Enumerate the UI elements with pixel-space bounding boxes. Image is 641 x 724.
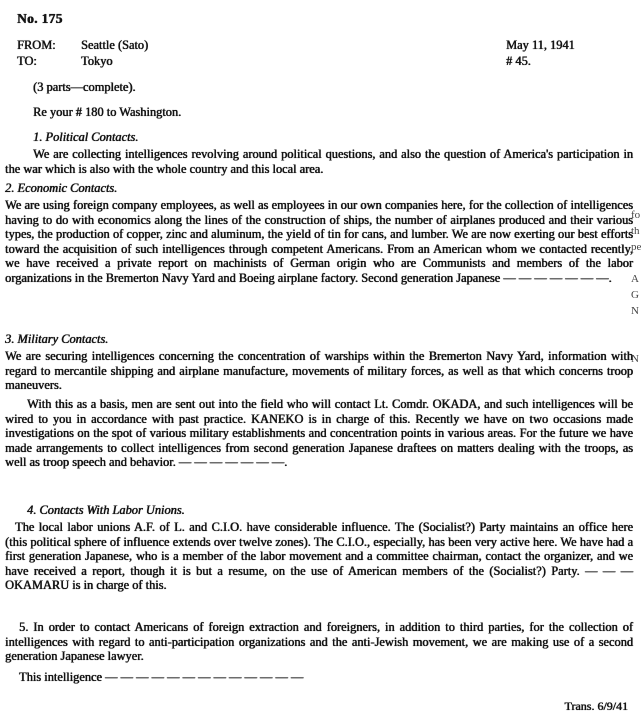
message-date: May 11, 1941 [506,38,575,52]
from-value: Seattle (Sato) [81,38,149,52]
section-2-heading: 2. Economic Contacts. [5,181,118,195]
margin-fragment: N [631,305,639,317]
section-3-text: We are securing intelligences concerning the concentration of warships within the Bremerton Navy Yard, information with regard to mercantile shipping and airplane manufacture, movements of military forces, as well as that which concerns troop maneuvers. [5,349,633,393]
section-2-text: We are using foreign company employees, as well as employees in our own companies here, for the collection of intelligences having to do with economics along the lines of the construction of ships, the number of airplanes produced and their various types, the production of copper, zinc and aluminum, the yield of tin for cans, and lumber. We are now exerting our best efforts toward the acquisition of such intelligences through competent Americans. From an American whom we contacted recently, we have received a private report on machinists of German origin who are Communists and members of the labor organizations in the Bremerton Navy Yard and Boeing airplane factory. Second generation Japanese — — — — — — —. [5,198,633,285]
margin-fragment: pe [631,241,641,253]
reference-number: # 45. [506,54,531,68]
margin-fragment: th [631,225,640,237]
margin-fragment: fo [631,209,641,221]
margin-fragment: N [631,353,639,365]
margin-fragment: A [631,273,639,285]
parts-note: (3 parts—complete). [33,80,136,94]
margin-fragment: G [631,289,639,301]
reference-line: Re your # 180 to Washington. [33,105,182,119]
section-3-heading: 3. Military Contacts. [5,332,109,346]
section-1-text: We are collecting intelligences revolving around political questions, and also the question of America's participation in the war which is also with the whole country and this local area. [5,147,633,176]
section-1-heading: 1. Political Contacts. [33,130,139,144]
translation-date: Trans. 6/9/41 [564,699,628,714]
section-4-text: The local labor unions A.F. of L. and C.I.O. have considerable influence. The (Socialist?) Party maintains an office here (this political sphere of influence extends over twelve zones). The C.I.O., especially, has been very active here. We have had a first generation Japanese, who is a member of the labor movement and a committee chairman, contact the organizer, and we have received a report, though it is but a resume, on the use of American members of the (Socialist?) Party. — — — OKAMARU is in charge of this. [5,520,633,593]
closing-line: This intelligence — — — — — — — — — — — — — [19,670,304,684]
message-number: No. 175 [17,11,63,26]
section-4-heading: 4. Contacts With Labor Unions. [27,503,185,517]
to-value: Tokyo [81,54,113,68]
section-5-text: 5. In order to contact Americans of foreign extraction and foreigners, in addition to third parties, for the collection of intelligences with regard to anti-participation organizations and the anti-Jewish movement, we are making use of a second generation Japanese lawyer. [5,620,633,664]
from-label: FROM: [17,38,56,52]
section-3-text-continued: With this as a basis, men are sent out into the field who will contact Lt. Comdr. OKADA, and such intelligences will be wired to you in accordance with past practice. KANEKO is in charge of this. Recently we have on two occasions made investigations on the spot of various military establishments and concentration points in various areas. For the future we have made arrangements to collect intelligences from second generation Japanese draftees on matters dealing with the troops, as well as troop speech and behavior. — — — — — — —. [5,397,633,470]
to-label: TO: [17,54,37,68]
